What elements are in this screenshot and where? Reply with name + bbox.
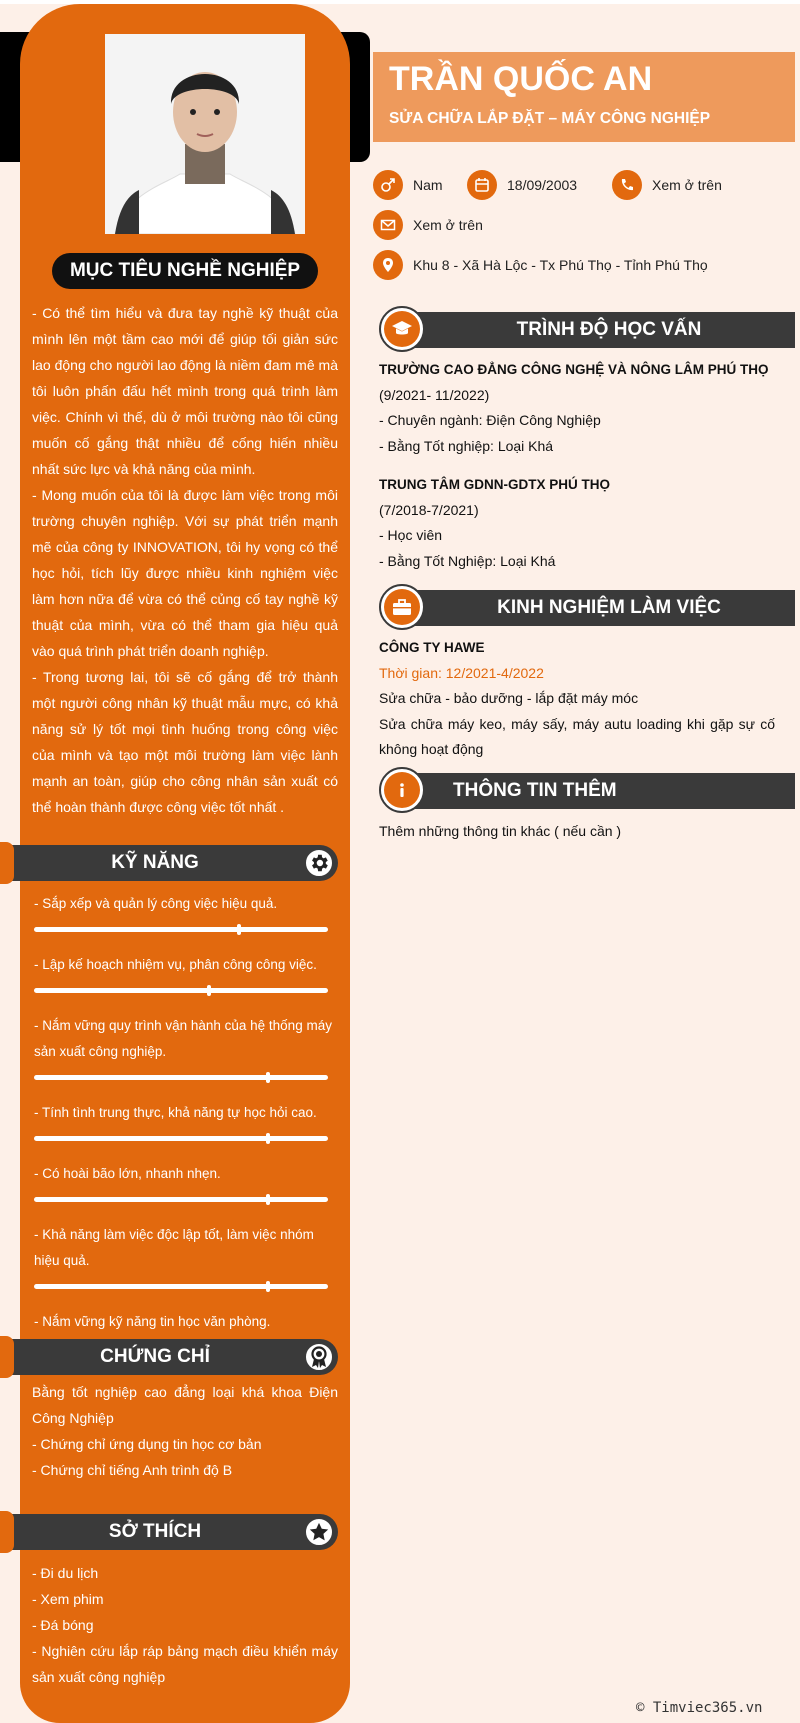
skill-item xyxy=(34,1013,340,1080)
skill-level-marker xyxy=(207,985,211,996)
header-name-box xyxy=(373,52,795,142)
location-pin-icon xyxy=(373,250,403,280)
experience-header xyxy=(383,590,795,626)
skill-label: - Lập kế hoạch nhiệm vụ, phân công công việc. xyxy=(34,957,317,972)
school-detail: - Bằng Tốt nghiệp: Loại Khá xyxy=(379,437,554,454)
skills-list xyxy=(34,891,340,1370)
calendar-icon xyxy=(467,170,497,200)
school-detail: - Bằng Tốt Nghiệp: Loại Khá xyxy=(379,552,556,569)
experience-line: Sửa chữa - bảo dưỡng - lắp đặt máy móc xyxy=(379,690,639,706)
skills-title: KỸ NĂNG xyxy=(111,852,199,873)
education-entry xyxy=(379,357,775,459)
contact-birthday xyxy=(467,170,577,200)
skill-label: - Nắm vững quy trình vận hành của hệ thống máy sản xuất công nghiệp. xyxy=(34,1018,332,1059)
briefcase-icon xyxy=(384,589,420,625)
award-icon xyxy=(304,1342,334,1372)
skill-item xyxy=(34,1161,340,1202)
additional-header xyxy=(383,773,795,809)
skill-item xyxy=(34,1100,340,1141)
school-detail: - Chuyên ngành: Điện Công Nghiệp xyxy=(379,412,601,428)
birthday-value: 18/09/2003 xyxy=(507,177,578,193)
experience-title: KINH NGHIỆM LÀM VIỆC xyxy=(497,597,721,618)
skill-label: - Khả năng làm việc độc lập tốt, làm việc nhóm hiệu quả. xyxy=(34,1227,314,1268)
watermark: © Timviec365.vn xyxy=(636,1700,763,1716)
objective-paragraph: - Mong muốn của tôi là được làm việc trong môi trường chuyên nghiệp. Với sự phát triển mạnh mẽ của công ty INNOVATION, tôi hy vọng có thể học hỏi, tích lũy được nhiều kinh nghiệm việc làm hơn nữa để vừa có thể củng cố tay nghề kỹ thuật của mình, vừa có thể tham gia hiệu quả vào quá trình phát triển doanh nghiệp. xyxy=(32,487,338,659)
experience-line: Sửa chữa máy keo, máy sấy, máy autu loading khi gặp sự cố không hoạt động xyxy=(379,715,775,757)
certificate-item: Bằng tốt nghiệp cao đẳng loại khá khoa Điện Công Nghiệp xyxy=(32,1384,338,1426)
objective-text xyxy=(32,300,338,820)
skill-label: - Có hoài bão lớn, nhanh nhẹn. xyxy=(34,1166,221,1181)
additional-info xyxy=(379,819,775,845)
experience-period: Thời gian: 12/2021-4/2022 xyxy=(379,664,544,681)
skill-item xyxy=(34,1222,340,1289)
additional-text: Thêm những thông tin khác ( nếu cần ) xyxy=(379,823,622,839)
objective-title: MỤC TIÊU NGHỀ NGHIỆP xyxy=(52,253,318,289)
hobby-item: - Đi du lịch xyxy=(32,1565,99,1581)
info-icon xyxy=(384,772,420,808)
mail-icon xyxy=(373,210,403,240)
skill-level-marker xyxy=(237,924,241,935)
skill-bar xyxy=(34,1075,328,1080)
skill-bar xyxy=(34,927,328,932)
skill-item xyxy=(34,891,340,932)
skill-item xyxy=(34,952,340,993)
skills-header xyxy=(12,845,338,881)
education-header xyxy=(383,312,795,348)
skill-label: - Tính tình trung thực, khả năng tự học hỏi cao. xyxy=(34,1105,317,1120)
hobby-item: - Đá bóng xyxy=(32,1617,94,1633)
skill-level-marker xyxy=(266,1072,270,1083)
certificates-header xyxy=(12,1339,338,1375)
phone-value: Xem ở trên xyxy=(652,177,722,193)
hobbies-list xyxy=(32,1560,338,1690)
graduation-cap-icon xyxy=(384,311,420,347)
candidate-name: TRẦN QUỐC AN xyxy=(389,60,653,98)
phone-icon xyxy=(612,170,642,200)
skill-level-marker xyxy=(266,1133,270,1144)
objective-paragraph: - Có thể tìm hiểu và đưa tay nghề kỹ thuật của mình lên một tầm cao mới để giúp tối giản sức lao động cho người lao động là niềm đam mê mà tôi luôn phấn đấu hết mình trong quá trình làm việc. Chính vì thế, dù ở môi trường nào tôi cũng muốn cố gắng thật nhiều để cống hiến nhiều nhất sức lực và khả năng của mình. xyxy=(32,305,338,477)
candidate-role: SỬA CHỮA LẮP ĐẶT – MÁY CÔNG NGHIỆP xyxy=(389,110,711,127)
contact-email xyxy=(373,210,483,240)
company-name: CÔNG TY HAWE xyxy=(379,640,485,655)
certificates-title: CHỨNG CHỈ xyxy=(100,1346,210,1367)
objective-paragraph: - Trong tương lai, tôi sẽ cố gắng để trở thành một người công nhân kỹ thuật mẫu mực, có khả năng sử lý tốt mọi tình huống trong công việc của mình và tạo một môi trường làm việc lành mạnh an toàn, giúp cho công nhân sản xuất có thể hoàn thành được công việc tốt nhất . xyxy=(32,669,338,815)
certificate-item: - Chứng chỉ tiếng Anh trình độ B xyxy=(32,1462,233,1478)
school-period: (9/2021- 11/2022) xyxy=(379,386,490,403)
skill-level-marker xyxy=(266,1194,270,1205)
skill-bar xyxy=(34,988,328,993)
certificate-item: - Chứng chỉ ứng dụng tin học cơ bản xyxy=(32,1436,262,1452)
hobbies-title: SỞ THÍCH xyxy=(108,1521,202,1542)
contact-phone xyxy=(612,170,722,200)
sidebar xyxy=(20,4,350,1723)
certificates-list xyxy=(32,1379,338,1483)
skill-bar xyxy=(34,1197,328,1202)
skill-label: - Sắp xếp và quản lý công việc hiệu quả. xyxy=(34,896,278,911)
contact-address xyxy=(373,250,708,280)
experience-entry xyxy=(379,635,775,763)
star-icon xyxy=(304,1517,334,1547)
skill-bar xyxy=(34,1284,328,1289)
hobbies-header xyxy=(12,1514,338,1550)
school-period: (7/2018-7/2021) xyxy=(379,501,479,518)
skill-label: - Nắm vững kỹ năng tin học văn phòng. xyxy=(34,1314,271,1329)
school-name: TRƯỜNG CAO ĐẲNG CÔNG NGHỆ VÀ NÔNG LÂM PHÚ THỌ xyxy=(379,362,769,377)
education-title: TRÌNH ĐỘ HỌC VẤN xyxy=(516,319,702,340)
email-value: Xem ở trên xyxy=(413,217,483,233)
address-value: Khu 8 - Xã Hà Lộc - Tx Phú Thọ - Tỉnh Phú Thọ xyxy=(413,257,708,273)
gear-icon xyxy=(304,848,334,878)
education-entry xyxy=(379,472,775,574)
school-detail: - Học viên xyxy=(379,527,443,543)
school-name: TRUNG TÂM GDNN-GDTX PHÚ THỌ xyxy=(379,477,610,492)
hobby-item: - Xem phim xyxy=(32,1591,104,1607)
profile-photo xyxy=(105,34,305,234)
skill-level-marker xyxy=(266,1281,270,1292)
hobby-item: - Nghiên cứu lắp ráp bảng mạch điều khiển máy sản xuất công nghiệp xyxy=(32,1643,338,1685)
gender-icon xyxy=(373,170,403,200)
additional-title: THÔNG TIN THÊM xyxy=(453,780,617,801)
contact-gender xyxy=(373,170,443,200)
skill-bar xyxy=(34,1136,328,1141)
gender-value: Nam xyxy=(413,177,443,193)
